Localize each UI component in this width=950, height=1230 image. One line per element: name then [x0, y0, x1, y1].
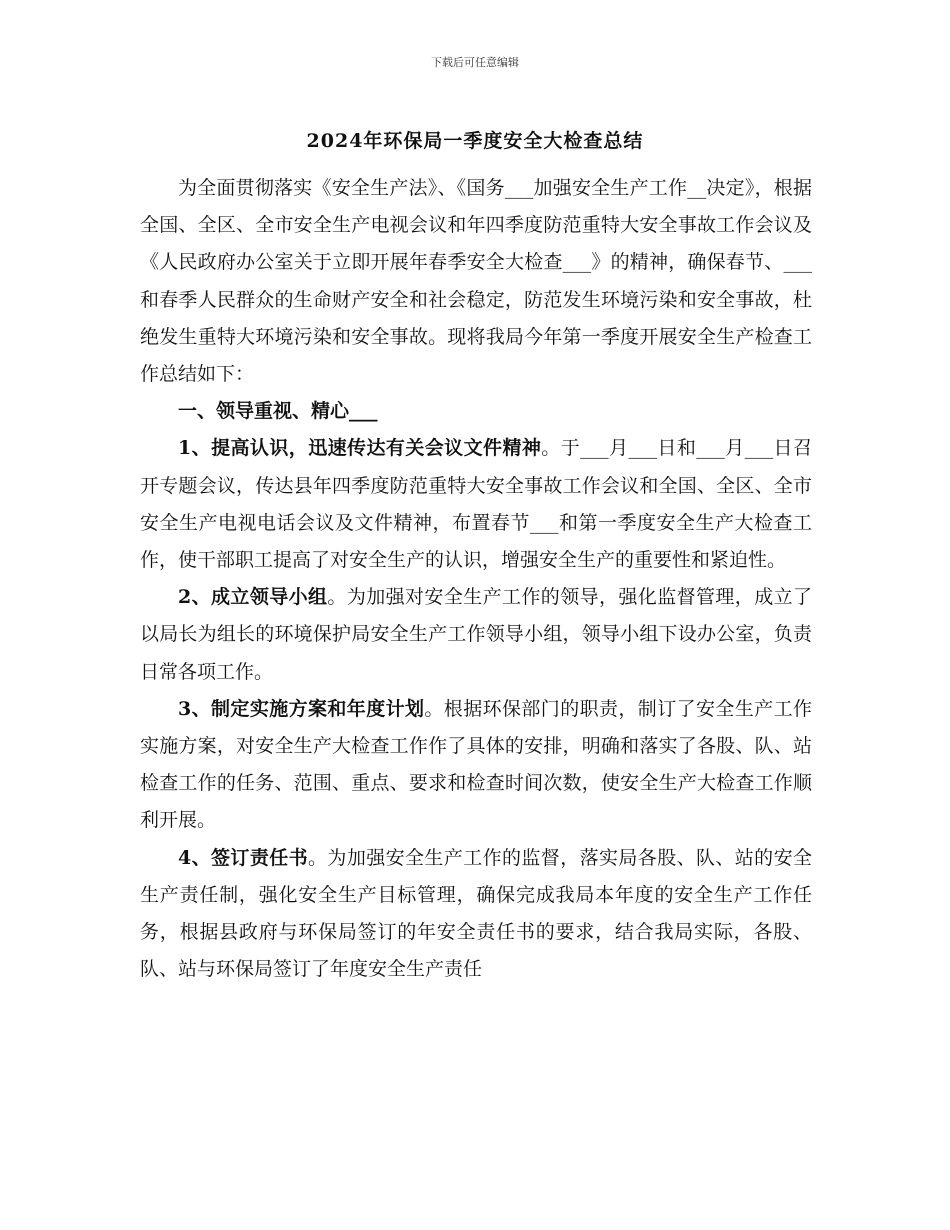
header-note: 下载后可任意编辑 — [431, 56, 519, 69]
item-text-1: 。于___月___日和___月___日召开专题会议，传达县年四季度防范重特大安全事故工作会议和全国、全区、全市安全生产电视电话会议及文件精神，布置春节___和第一季度安全生产大检查工作，使干部职工提高了对安全生产的认识，增强安全生产的重要性和紧迫性。 — [140, 437, 812, 572]
section-heading: 一、领导重视、精心___ — [178, 400, 378, 423]
document-title: 2024年环保局一季度安全大检查总结 — [306, 130, 644, 152]
item-text-2: 。为加强对安全生产工作的领导，强化监督管理，成立了以局长为组长的环境保护局安全生产工作领导小组，领导小组下设办公室，负责日常各项工作。 — [140, 586, 812, 683]
item-text-3: 。根据环保部门的职责，制订了安全生产工作实施方案，对安全生产大检查工作作了具体的安排，明确和落实了各股、队、站检查工作的任务、范围、重点、要求和检查时间次数，使安全生产大检查工作顺利开展。 — [140, 697, 812, 832]
intro-paragraph: 为全面贯彻落实《安全生产法》、《国务___加强安全生产工作__决定》，根据全国、全区、全市安全生产电视会议和年四季度防范重特大安全事故工作会议及《人民政府办公室关于立即开展年春季安全大检查___》的精神，确保春节、___和春季人民群众的生命财产安全和社会稳定，防范发生环境污染和安全事故，杜绝发生重特大环境污染和安全事故。现将我局今年第一季度开展安全生产检查工作总结如下： — [140, 177, 812, 386]
item-lead-1: 1、提高认识，迅速传达有关会议文件精神 — [178, 437, 542, 460]
item-paragraph-2 — [140, 579, 812, 691]
item-text-4: 。为加强安全生产工作的监督，落实局各股、队、站的安全生产责任制，强化安全生产目标管理，确保完成我局本年度的安全生产工作任务，根据县政府与环保局签订的年安全责任书的要求，结合我局实际，各股、队、站与环保局签订了年度安全生产责任 — [140, 846, 812, 981]
item-paragraph-1 — [140, 430, 812, 579]
item-paragraph-4 — [140, 840, 812, 989]
item-paragraph-3 — [140, 691, 812, 840]
item-lead-3: 3、制定实施方案和年度计划 — [178, 697, 425, 720]
item-lead-2: 2、成立领导小组 — [178, 586, 328, 609]
document-body — [140, 170, 812, 988]
item-lead-4: 4、签订责任书 — [178, 846, 309, 869]
